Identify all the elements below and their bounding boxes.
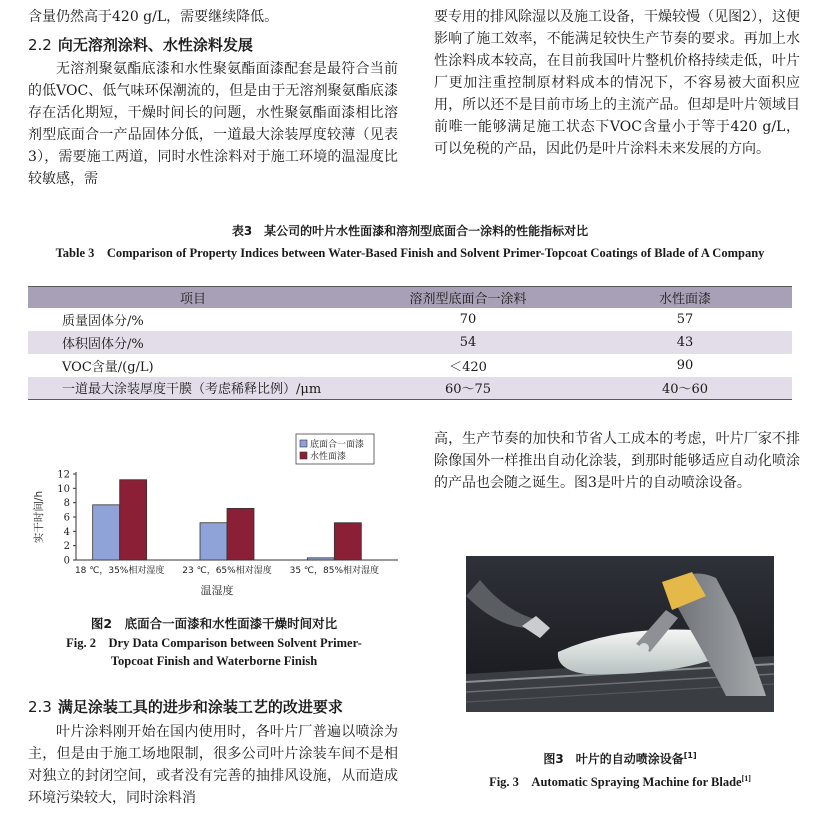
figure2-caption-en-1: Fig. 2 Dry Data Comparison between Solvent Primer- bbox=[66, 636, 362, 650]
table-cell: ＜420 bbox=[449, 359, 487, 375]
x-tick-label: 23 ℃，65%相对湿度 bbox=[182, 566, 272, 576]
right-mid-paragraph: 高，生产节奏的加快和节省人工成本的考虑，叶片厂家不排除像国外一样推出自动化涂装，到那时能够适应自动化喷涂的产品也会随之诞生。图3是叶片的自动喷涂设备。 bbox=[434, 431, 800, 491]
right-top-paragraph: 要专用的排风除湿以及施工设备，干燥较慢（见图2），这便影响了施工效率，不能满足较快生产节奏的要求。再加上水性涂料成本较高，在目前我国叶片整机价格持续走低，叶片厂更加注重控制原材料成本的情况下，不容易被大面积应用，所以还不是目前市场上的主流产品。但却是叶片领域目前唯一能够满足施工状态下VOC含量小于等于420 g/L，可以免税的产品，因此仍是叶片涂料未来发展的方向。 bbox=[434, 9, 800, 157]
table-cell: 90 bbox=[676, 357, 694, 373]
x-axis-label: 温湿度 bbox=[200, 584, 234, 597]
figure3-photo bbox=[466, 556, 774, 712]
table-header-cell: 项目 bbox=[28, 287, 358, 308]
section-title: 满足涂装工具的进步和涂装工艺的改进要求 bbox=[57, 698, 343, 716]
table-row bbox=[28, 308, 792, 331]
figure3-caption-en: Fig. 3 Automatic Spraying Machine for Blade[1] bbox=[489, 774, 751, 790]
legend-swatch bbox=[300, 452, 307, 459]
section-number: 2.3 bbox=[28, 698, 52, 716]
table-cell: 一道最大涂装厚度干膜（考虑稀释比例）/μm bbox=[28, 377, 358, 400]
section-title: 向无溶剂涂料、水性涂料发展 bbox=[57, 36, 253, 54]
section-heading-2-3 bbox=[28, 696, 398, 717]
x-tick-label: 18 ℃，35%相对湿度 bbox=[74, 566, 165, 576]
left-top-line: 含量仍然高于420 g/L，需要继续降低。 bbox=[28, 9, 279, 25]
figure2-caption-en-2: Topcoat Finish and Waterborne Finish bbox=[110, 654, 318, 668]
section-heading-2-2 bbox=[28, 34, 398, 55]
bar-solvent bbox=[200, 523, 227, 560]
figure2-bar-chart bbox=[28, 428, 400, 606]
table-header-cell: 溶剂型底面合一涂料 bbox=[358, 287, 578, 308]
y-tick-label: 0 bbox=[63, 555, 70, 567]
legend-label: 水性面漆 bbox=[310, 452, 347, 462]
y-tick-label: 6 bbox=[63, 512, 70, 524]
paragraph-2-2: 无溶剂聚氨酯底漆和水性聚氨酯面漆配套是最符合当前的低VOC、低气味环保潮流的，但是由于无溶剂聚氨酯底漆存在活化期短，干燥时间长的问题，水性聚氨酯面漆相比溶剂型底面合一产品固体分低，一道最大涂装厚度较薄（见表3），需要施工两道，同时水性涂料对于施工环境的温湿度比较敏感，需 bbox=[28, 61, 398, 187]
table-cell: 57 bbox=[676, 311, 694, 327]
legend-swatch bbox=[300, 440, 307, 447]
table-row bbox=[28, 377, 792, 400]
table-cell: 43 bbox=[578, 331, 792, 354]
y-axis-label: 实干时间/h bbox=[33, 490, 45, 544]
figure2-caption-cn: 图2 底面合一面漆和水性面漆干燥时间对比 bbox=[90, 616, 338, 631]
table-row bbox=[28, 331, 792, 354]
legend-label: 底面合一面漆 bbox=[310, 440, 365, 450]
table-cell: 60～75 bbox=[358, 377, 578, 400]
table3 bbox=[28, 286, 792, 400]
bar-solvent bbox=[93, 505, 120, 560]
table-row bbox=[28, 354, 792, 377]
table-header-cell: 水性面漆 bbox=[578, 287, 792, 308]
y-tick-label: 12 bbox=[57, 469, 70, 481]
section-number: 2.2 bbox=[28, 36, 52, 54]
figure3-caption-cn: 图3 叶片的自动喷涂设备[1] bbox=[543, 751, 697, 766]
table-cell: 54 bbox=[358, 331, 578, 354]
table-cell: VOC含量/(g/L) bbox=[62, 359, 154, 375]
spraying-machine-illustration bbox=[466, 556, 774, 712]
table-cell: 40～60 bbox=[578, 377, 792, 400]
table3-caption-cn: 表3 某公司的叶片水性面漆和溶剂型底面合一涂料的性能指标对比 bbox=[231, 224, 589, 238]
bar-waterborne bbox=[120, 480, 147, 560]
table-cell: 体积固体分/% bbox=[28, 331, 358, 354]
table-cell: 质量固体分/% bbox=[62, 313, 144, 329]
bar-solvent bbox=[307, 558, 334, 560]
bar-waterborne bbox=[227, 508, 254, 560]
y-tick-label: 10 bbox=[57, 483, 70, 495]
y-tick-label: 4 bbox=[63, 526, 70, 538]
paragraph-2-3: 叶片涂料刚开始在国内使用时，各叶片厂普遍以喷涂为主，但是由于施工场地限制，很多公司叶片涂装车间不是相对独立的封闭空间，或者没有完善的抽排风设施，从而造成环境污染较大，同时涂料消 bbox=[28, 724, 398, 806]
table-cell: 70 bbox=[459, 311, 477, 327]
bar-waterborne bbox=[334, 523, 361, 560]
y-tick-label: 8 bbox=[63, 498, 70, 510]
table-header-row bbox=[28, 287, 792, 308]
table3-caption-en: Table 3 Comparison of Property Indices between Water-Based Finish and Solvent Primer-Topcoat Coatings of Blade of A Company bbox=[55, 246, 765, 260]
y-tick-label: 2 bbox=[63, 541, 70, 553]
x-tick-label: 35 ℃，85%相对湿度 bbox=[289, 566, 380, 576]
